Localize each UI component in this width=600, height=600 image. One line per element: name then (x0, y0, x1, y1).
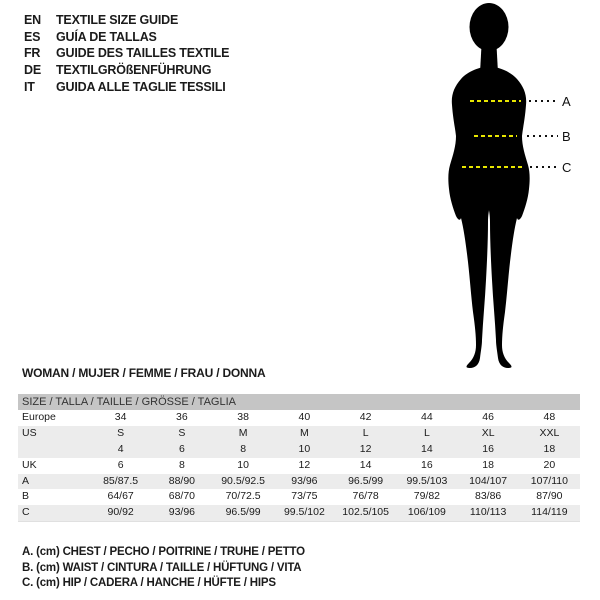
size-value: 70/72.5 (225, 490, 261, 503)
language-list (24, 12, 229, 96)
language-code: ES (24, 29, 41, 44)
size-value: 76/78 (352, 490, 379, 503)
measurement-legend (22, 545, 305, 592)
language-code: FR (24, 46, 41, 61)
language-code: IT (24, 79, 35, 94)
size-value: 16 (482, 442, 494, 455)
size-value: 114/119 (531, 506, 568, 519)
size-value: S (117, 426, 125, 439)
size-value: 16 (421, 458, 433, 471)
table-row (18, 442, 580, 458)
size-value: 90.5/92.5 (221, 474, 266, 487)
marker-label-b: B (562, 129, 571, 144)
size-header-label: SIZE / TALLA / TAILLE / GRÖSSE / TAGLIA (22, 396, 236, 408)
size-value: 73/75 (291, 490, 318, 503)
table-row (18, 505, 580, 521)
size-value: 12 (359, 442, 372, 455)
size-value: M (300, 426, 309, 439)
size-value: 88/90 (168, 474, 196, 487)
language-title: GUIDE DES TAILLES TEXTILE (56, 46, 230, 61)
size-value: 68/70 (168, 490, 196, 503)
size-value: 44 (421, 411, 433, 423)
size-value: S (178, 426, 186, 439)
size-value: 106/109 (407, 506, 446, 519)
size-value: 64/67 (107, 490, 134, 503)
language-row (24, 62, 229, 79)
row-label: UK (22, 458, 37, 471)
size-value: 20 (543, 458, 556, 471)
size-value: 87/90 (536, 490, 563, 503)
size-value: 6 (117, 458, 124, 471)
table-row (18, 474, 580, 490)
size-value: 10 (298, 442, 311, 455)
size-value: 104/107 (469, 474, 508, 487)
size-value: 99.5/102 (283, 506, 325, 519)
table-row (18, 489, 580, 505)
size-value: 42 (359, 411, 372, 423)
size-value: M (238, 426, 248, 439)
language-row (24, 29, 229, 46)
size-value: 48 (543, 411, 556, 423)
language-code: DE (24, 63, 41, 78)
size-value: L (362, 426, 369, 439)
size-value: 12 (298, 458, 311, 471)
size-value: 38 (237, 411, 249, 423)
size-value: 90/92 (107, 506, 134, 519)
language-title: GUIDA ALLE TAGLIE TESSILI (56, 79, 226, 94)
size-value: 93/96 (168, 506, 196, 519)
row-label: Europe (22, 411, 56, 423)
size-value: 14 (421, 442, 433, 455)
marker-label-a: A (562, 94, 571, 109)
size-value: 8 (240, 442, 247, 455)
size-value: 18 (482, 458, 494, 471)
size-value: 96.5/99 (348, 474, 384, 487)
language-row (24, 79, 229, 96)
size-value: 4 (117, 442, 124, 455)
size-value: 40 (298, 411, 311, 423)
row-label (18, 442, 90, 458)
marker-label-c: C (562, 160, 572, 175)
row-label: B (22, 490, 30, 503)
size-value: 6 (178, 442, 185, 455)
size-value: 10 (237, 458, 249, 471)
size-value: 14 (359, 458, 372, 471)
row-label: US (22, 426, 37, 439)
size-value: 34 (114, 411, 127, 423)
language-title: TEXTILE SIZE GUIDE (56, 13, 179, 27)
legend-line: A. (cm) CHEST / PECHO / POITRINE / TRUHE / PETTO (22, 546, 305, 558)
size-value: 46 (482, 411, 494, 423)
size-value: L (423, 426, 430, 439)
size-value: XXL (539, 426, 560, 439)
legend-line: C. (cm) HIP / CADERA / HANCHE / HÜFTE / HIPS (22, 577, 276, 590)
language-row (24, 12, 229, 29)
size-value: 8 (178, 458, 185, 471)
size-value: 93/96 (291, 474, 318, 487)
size-value: XL (481, 426, 495, 439)
table-title: WOMAN / MUJER / FEMME / FRAU / DONNA (22, 366, 266, 380)
table-row (18, 410, 580, 426)
language-row (24, 45, 229, 62)
size-value: 99.5/103 (406, 474, 448, 487)
row-label: C (22, 506, 30, 519)
row-label: A (22, 474, 30, 487)
size-value: 102.5/105 (342, 506, 389, 519)
size-value: 107/110 (530, 474, 568, 487)
size-value: 83/86 (474, 490, 502, 503)
size-value: 79/82 (413, 490, 441, 503)
size-value: 18 (543, 442, 556, 455)
language-title: TEXTILGRÖßENFÜHRUNG (56, 63, 212, 78)
table-row (18, 426, 580, 442)
size-header-bar (18, 394, 580, 410)
size-value: 96.5/99 (225, 506, 261, 519)
size-value: 110/113 (469, 506, 507, 519)
legend-line: B. (cm) WAIST / CINTURA / TAILLE / HÜFTUNG / VITA (22, 561, 302, 574)
woman-silhouette (420, 0, 580, 375)
table-row (18, 458, 580, 474)
size-value: 36 (176, 411, 188, 423)
size-value: 85/87.5 (103, 474, 139, 487)
size-table (18, 410, 580, 522)
language-code: EN (24, 13, 41, 27)
language-title: GUÍA DE TALLAS (56, 29, 157, 44)
size-figure (420, 0, 600, 375)
